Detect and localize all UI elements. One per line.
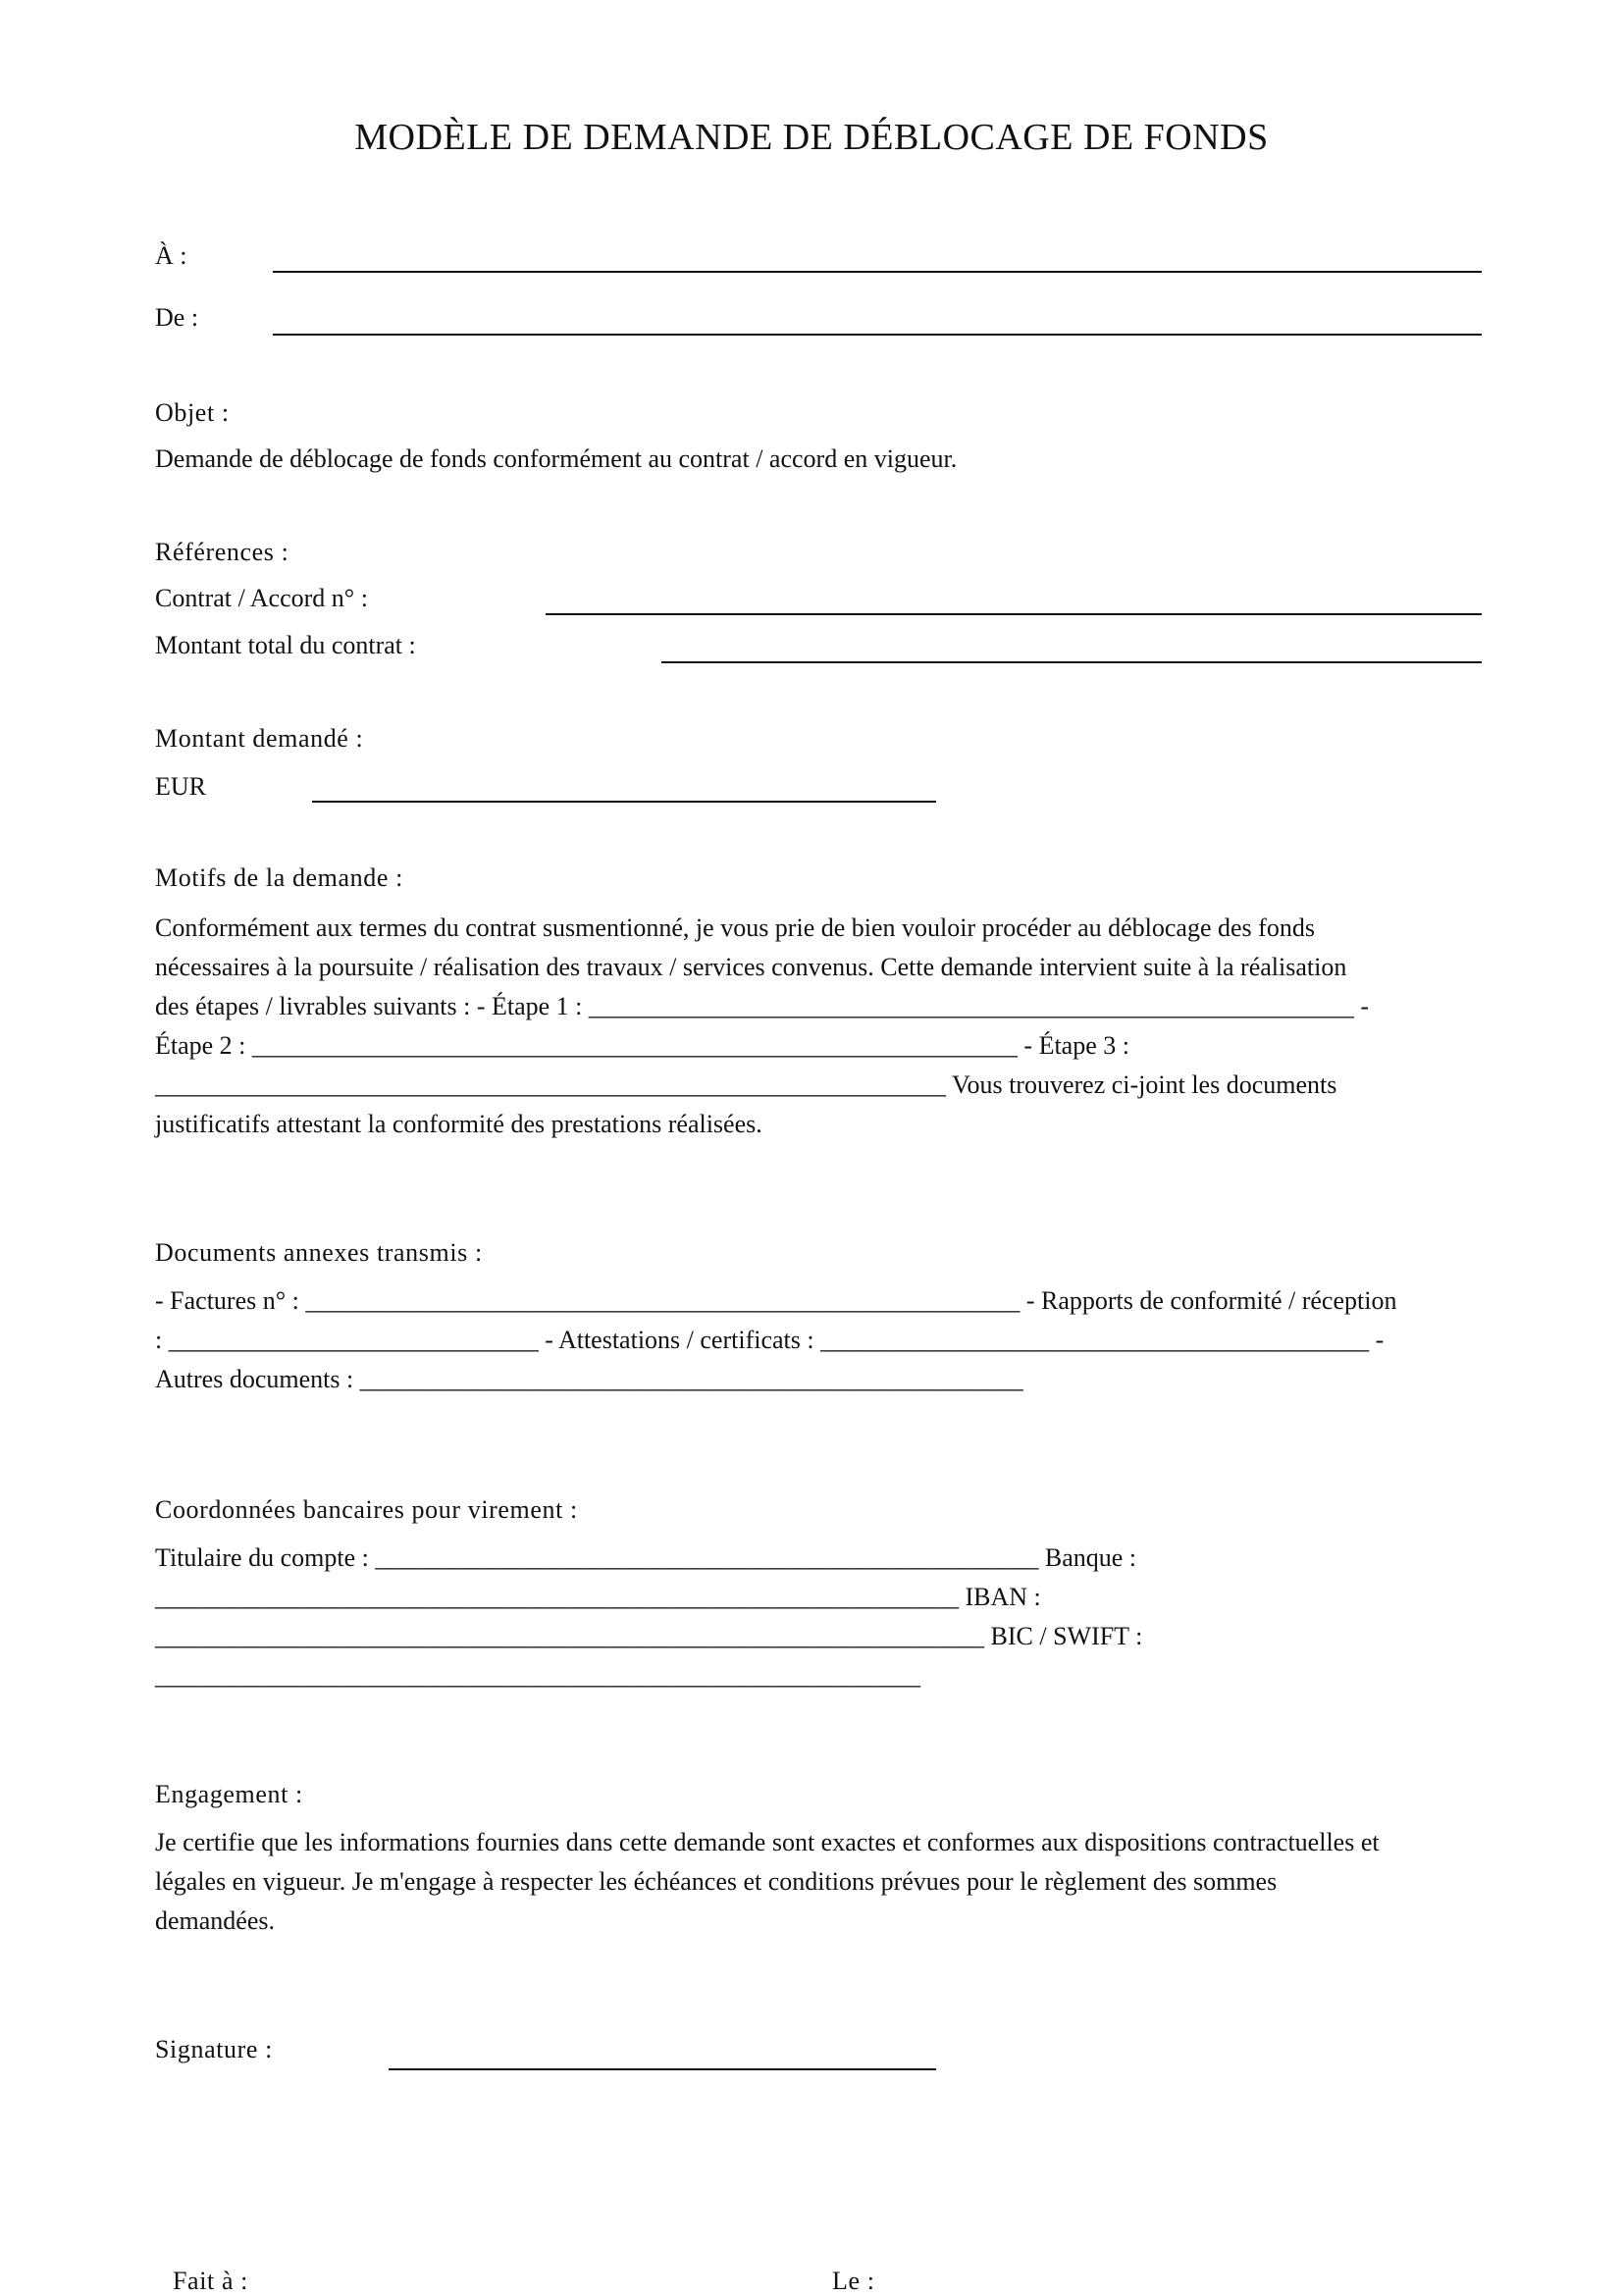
- objet-heading: Objet :: [155, 398, 230, 427]
- objet-text: Demande de déblocage de fonds conformément au contrat / accord en vigueur.: [155, 444, 958, 473]
- contract-total-label: Montant total du contrat :: [155, 631, 416, 659]
- to-label: À :: [155, 241, 187, 270]
- annexes-paragraph: [155, 1281, 1482, 1399]
- references-heading: Références :: [155, 538, 289, 566]
- page-title: MODÈLE DE DEMANDE DE DÉBLOCAGE DE FONDS: [354, 117, 1269, 158]
- motifs-line: Conformément aux termes du contrat susmentionné, je vous prie de bien vouloir procéder au déblocage des fonds: [155, 913, 1315, 942]
- motifs-paragraph: [155, 909, 1482, 1144]
- from-label: De :: [155, 303, 199, 332]
- signature-line[interactable]: [389, 2068, 936, 2070]
- contract-total-line[interactable]: [661, 661, 1482, 663]
- engagement-paragraph: [155, 1823, 1482, 1941]
- to-field-line[interactable]: [273, 271, 1482, 273]
- motifs-line: Étape 2 : ____________________________________________________________ - Étape 3 :: [155, 1031, 1129, 1060]
- bank-line: _______________________________________________________________ IBAN :: [155, 1583, 1041, 1611]
- bank-line: _________________________________________________________________ BIC / SWIFT :: [155, 1622, 1143, 1650]
- bank-line: Titulaire du compte : ____________________________________________________ Banque :: [155, 1543, 1136, 1572]
- bank-heading: Coordonnées bancaires pour virement :: [155, 1495, 578, 1524]
- date-label: Le :: [832, 2267, 875, 2295]
- annexes-line: - Factures n° : ________________________________________________________ - Rapports de conformité / réception: [155, 1286, 1397, 1315]
- engagement-line: demandées.: [155, 1906, 276, 1935]
- currency-label: EUR: [155, 772, 206, 801]
- annexes-heading: Documents annexes transmis :: [155, 1238, 483, 1267]
- place-label: Fait à :: [173, 2267, 249, 2295]
- annexes-line: : _____________________________ - Attestations / certificats : ___________________________________________ -: [155, 1326, 1385, 1354]
- engagement-line: Je certifie que les informations fournies dans cette demande sont exactes et conformes aux dispositions contractuelles et: [155, 1828, 1380, 1856]
- contract-number-label: Contrat / Accord n° :: [155, 584, 368, 612]
- engagement-line: légales en vigueur. Je m'engage à respecter les échéances et conditions prévues pour le règlement des sommes: [155, 1867, 1278, 1896]
- motifs-heading: Motifs de la demande :: [155, 863, 403, 892]
- amount-line[interactable]: [312, 801, 936, 803]
- contract-number-line[interactable]: [546, 613, 1482, 615]
- motifs-line: des étapes / livrables suivants : - Étape 1 : ____________________________________________________________ -: [155, 992, 1370, 1020]
- annexes-line: Autres documents : ____________________________________________________: [155, 1365, 1023, 1393]
- motifs-line: nécessaires à la poursuite / réalisation des travaux / services convenus. Cette demande intervient suite à la réalisation: [155, 953, 1347, 981]
- motifs-line: ______________________________________________________________ Vous trouverez ci-joint les documents: [155, 1070, 1337, 1099]
- bank-paragraph: [155, 1539, 1482, 1696]
- motifs-line: justificatifs attestant la conformité des prestations réalisées.: [155, 1110, 762, 1138]
- bank-line: ____________________________________________________________: [155, 1661, 920, 1690]
- from-field-line[interactable]: [273, 334, 1482, 336]
- signature-label: Signature :: [155, 2035, 273, 2063]
- engagement-heading: Engagement :: [155, 1780, 303, 1808]
- amount-heading: Montant demandé :: [155, 724, 364, 753]
